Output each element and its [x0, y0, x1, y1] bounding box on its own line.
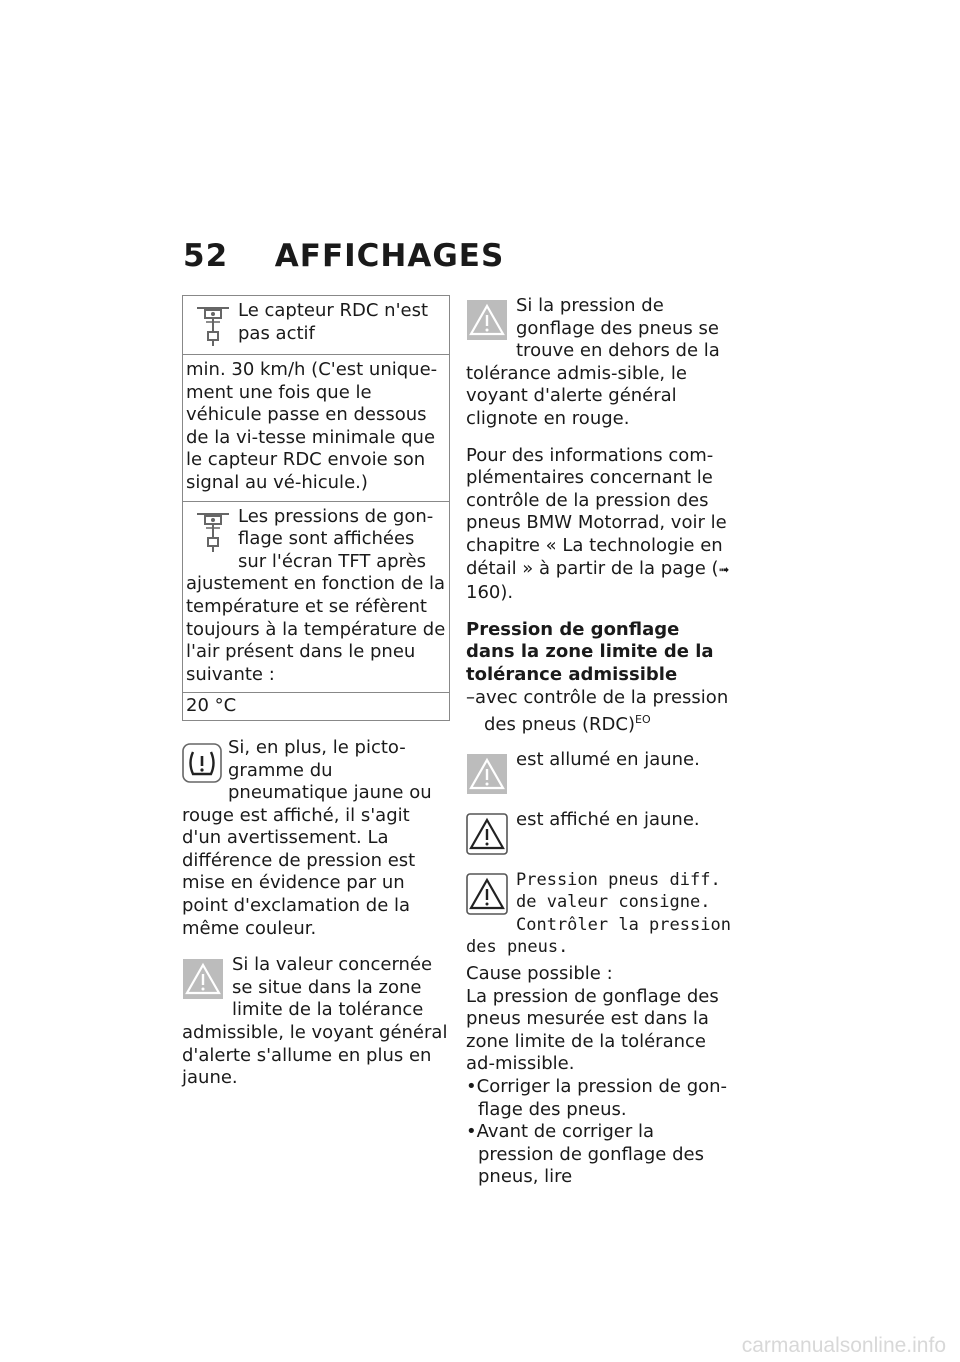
warning-triangle-icon [466, 299, 508, 341]
watermark: carmanualsonline.info [741, 1334, 946, 1357]
more-info-paragraph: Pour des informations com-plémentaires concernant le contrôle de la pression des pneus BMW Motorrad, voir le chapitre « La technologie en détail » à partir de la page (➟ 160). [466, 444, 730, 604]
warning-triangle-outline-icon [466, 813, 508, 855]
warning-triangle-icon [466, 753, 508, 795]
page-reference-arrow-icon: ➟ [718, 562, 730, 578]
yellow-lit-text: est allumé en jaune. [516, 748, 700, 770]
tire-sensor-icon [194, 508, 232, 554]
yellow-shown-row [466, 809, 734, 855]
box-row3-text: Les pressions de gon-flage sont affichées sur l'écran TFT après ajustement en fonction de la température et se réfèrent toujours à la température de l'air présent dans le pneu suivante : [186, 505, 446, 685]
list-item: •Avant de corriger la pression de gonflage des pneus, lire [466, 1121, 704, 1188]
tpms-warning-paragraph [182, 737, 450, 940]
box-row-sensor [183, 296, 449, 354]
yellow-lit-row [466, 749, 734, 795]
dash-item: –avec contrôle de la pression des pneus (RDC)$^{EO}$ [466, 686, 729, 736]
left-para2: Si la valeur concernée se situe dans la zone limite de la tolérance admissible, le voyant général d'alerte s'allume en plus en jaune. [182, 954, 448, 1089]
right-para2: Pour des informations com-plémentaires concernant le contrôle de la pression des pneus BMW Motorrad, voir le chapitre « La technologie en détail » à partir de la page [466, 444, 727, 579]
section-heading: Pression de gonflage dans la zone limite de la tolérance admissible [466, 618, 714, 685]
page-number: 52 [183, 238, 229, 274]
dash-item-sup: EO [635, 713, 651, 727]
page-title: AFFICHAGES [274, 238, 505, 274]
tire-pressure-warning-icon [182, 743, 222, 783]
right-column [466, 295, 734, 1189]
display-message-row [466, 869, 734, 959]
general-warning-paragraph [182, 954, 450, 1090]
bullet-text: Avant de corriger la pression de gonflage des pneus, lire [476, 1121, 704, 1188]
red-warning-paragraph [466, 295, 734, 431]
box-row1-text: Le capteur RDC n'est pas actif [238, 300, 429, 344]
cause-label: Cause possible : [466, 963, 613, 985]
display-message-text: Pression pneus diff. de valeur consigne. Contrôler la pression des pneus. [466, 869, 731, 958]
bullet-text: Corriger la pression de gon-flage des pneus. [476, 1076, 728, 1120]
list-item: •Corriger la pression de gon-flage des pneus. [466, 1076, 728, 1120]
page-header [183, 238, 504, 274]
box-row4-text: 20 °C [186, 695, 237, 717]
left-para1: Si, en plus, le picto-gramme du pneumatique jaune ou rouge est affiché, il s'agit d'un avertissement. La différence de pression est mise en évidence par un point d'exclamation de la même couleur. [182, 736, 432, 939]
left-column [182, 295, 450, 1104]
cause-text: La pression de gonflage des pneus mesurée est dans la zone limite de la tolérance ad-missible. [466, 985, 719, 1075]
yellow-shown-text: est affiché en jaune. [516, 808, 700, 830]
box-row-pressures [183, 501, 449, 693]
warning-triangle-outline-icon [466, 873, 508, 915]
box-row-speed [183, 354, 449, 501]
box-row-temp [183, 692, 449, 720]
dash-item-text: avec contrôle de la pression des pneus (RDC) [475, 686, 729, 736]
tire-sensor-icon [194, 302, 232, 348]
warning-triangle-icon [182, 958, 224, 1000]
page-reference-link[interactable]: 160 [466, 582, 501, 604]
box-row2-text: min. 30 km/h (C'est unique-ment une fois que le véhicule passe en dessous de la vi-tesse minimale que le capteur RDC envoie son signal au vé-hicule.) [186, 359, 438, 493]
right-para1: Si la pression de gonflage des pneus se trouve en dehors de la tolérance admis-sible, le voyant d'alerte général clignote en rouge. [466, 295, 720, 429]
rdc-info-box [182, 295, 450, 721]
